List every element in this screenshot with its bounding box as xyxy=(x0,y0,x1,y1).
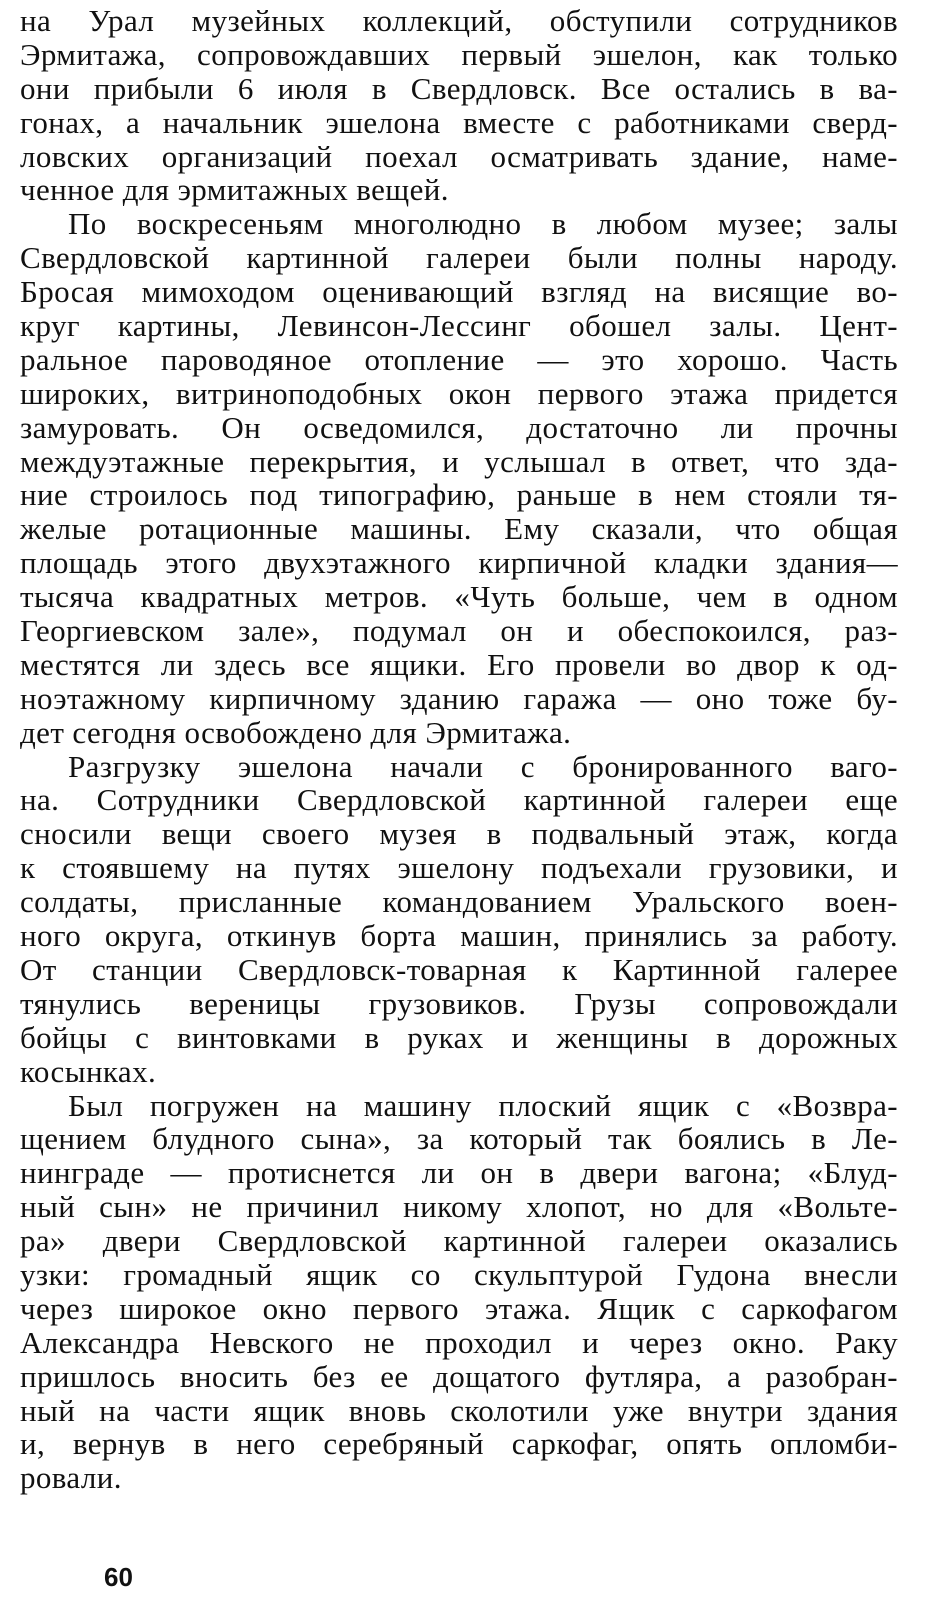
text-line: на. Сотрудники Свердловской картинной галереи еще xyxy=(20,782,898,818)
text-line: солдаты, присланные командованием Уральского воен- xyxy=(20,884,898,920)
text-line: дет сегодня освобождено для Эрмитажа. xyxy=(20,714,572,750)
paragraph-first-line: Разгрузку эшелона начали с бронированного ваго- xyxy=(68,748,898,784)
text-line: на Урал музейных коллекций, обступили сотрудников xyxy=(20,3,898,38)
text-line: сносили вещи своего музея в подвальный этаж, когда xyxy=(20,816,898,852)
text-line: ние строилось под типографию, раньше в нем стояли тя- xyxy=(20,477,898,513)
text-line: ноэтажному кирпичному зданию гаража — оно тоже бу- xyxy=(20,680,898,716)
page-number: 60 xyxy=(104,1562,133,1592)
text-line: через широкое окно первого этажа. Ящик с саркофагом xyxy=(20,1290,898,1326)
text-line: широких, витриноподобных окон первого этажа придется xyxy=(20,375,898,411)
text-line: ный на части ящик вновь сколотили уже внутри здания xyxy=(20,1392,898,1428)
paragraph-first-line: По воскресеньям многолюдно в любом музее; залы xyxy=(68,206,898,242)
text-line: гонах, а начальник эшелона вместе с работниками сверд- xyxy=(20,104,898,140)
text-line: и, вернув в него серебряный саркофаг, опять опломби- xyxy=(20,1426,898,1462)
text-line: Свердловской картинной галереи были полны народу. xyxy=(20,240,898,276)
text-line: Александра Невского не проходил и через окно. Раку xyxy=(20,1324,898,1360)
text-line: пришлось вносить без ее дощатого футляра, а разобран- xyxy=(20,1358,898,1394)
text-line: замуровать. Он осведомился, достаточно ли прочны xyxy=(20,409,898,445)
text-line: Георгиевском зале», подумал он и обеспокоился, раз- xyxy=(20,613,898,649)
text-line: они прибыли 6 июля в Свердловск. Все остались в ва- xyxy=(20,70,898,106)
text-line: площадь этого двухэтажного кирпичной кладки здания— xyxy=(20,545,898,581)
text-line: ченное для эрмитажных вещей. xyxy=(20,172,449,208)
paragraph-first-line: Был погружен на машину плоский ящик с «Возвра- xyxy=(68,1087,898,1123)
text-line: косынках. xyxy=(20,1053,157,1089)
text-line: тысяча квадратных метров. «Чуть больше, чем в одном xyxy=(20,579,898,615)
text-line: местятся ли здесь все ящики. Его провели во двор к од- xyxy=(20,646,898,682)
text-line: к стоявшему на путях эшелону подъехали грузовики, и xyxy=(20,850,898,886)
text-line: ровали. xyxy=(20,1460,122,1496)
text-line: ный сын» не причинил никому хлопот, но для «Вольте- xyxy=(20,1189,898,1225)
text-line: Эрмитажа, сопровождавших первый эшелон, как только xyxy=(20,36,898,72)
text-line: желые ротационные машины. Ему сказали, что общая xyxy=(20,511,898,547)
text-line: ловских организаций поехал осматривать здание, наме- xyxy=(20,138,898,174)
text-line: бойцы с винтовками в руках и женщины в дорожных xyxy=(20,1019,898,1055)
text-line: нинграде — протиснется ли он в двери вагона; «Блуд- xyxy=(20,1155,898,1191)
text-line: ного округа, откинув борта машин, принялись за работу. xyxy=(20,918,898,954)
text-line: узки: громадный ящик со скульптурой Гудона внесли xyxy=(20,1256,898,1292)
text-line: От станции Свердловск-товарная к Картинной галерее xyxy=(20,951,898,987)
text-line: Бросая мимоходом оценивающий взгляд на висящие во- xyxy=(20,274,898,310)
text-line: тянулись вереницы грузовиков. Грузы сопровождали xyxy=(20,985,898,1021)
text-line: щением блудного сына», за который так боялись в Ле- xyxy=(20,1121,898,1157)
text-line: ра» двери Свердловской картинной галереи оказались xyxy=(20,1223,898,1259)
text-line: круг картины, Левинсон-Лессинг обошел залы. Цент- xyxy=(20,308,898,344)
body-text xyxy=(20,4,898,1495)
text-line: ральное пароводяное отопление — это хорошо. Часть xyxy=(20,341,898,377)
text-line: междуэтажные перекрытия, и услышал в ответ, что зда- xyxy=(20,443,898,479)
